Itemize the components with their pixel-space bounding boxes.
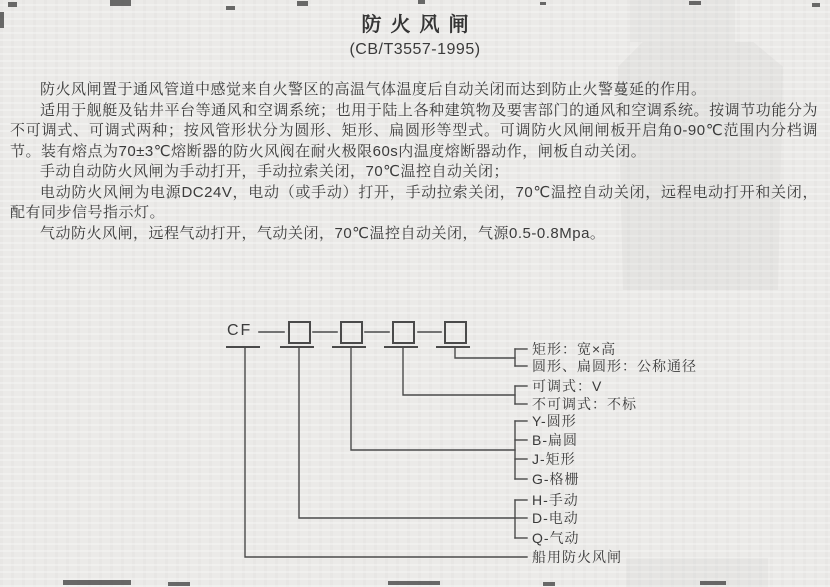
diagram-label-rect-size: 矩形：宽×高 (532, 341, 617, 357)
standard-number: (CB/T3557-1995) (349, 41, 481, 58)
diagram-label-shape-oval: B-扁圆 (532, 432, 578, 448)
diagram-label-electric: D-电动 (532, 510, 579, 526)
diagram-label-adjustable: 可调式：V (532, 378, 603, 394)
diagram-label-marine-fire-damper: 船用防火风闸 (532, 549, 622, 565)
model-prefix: CF (227, 322, 253, 339)
diagram-label-pneumatic: Q-气动 (532, 530, 580, 546)
diagram-label-manual: H-手动 (532, 492, 579, 508)
diagram-label-shape-grille: G-格栅 (532, 471, 580, 487)
paragraph-pneumatic-type: 气动防火风闸，远程气动打开，气动关闭，70℃温控自动关闭，气源0.5-0.8Mpa。 (40, 224, 606, 242)
paragraph-application: 适用于舰艇及钻井平台等通风和空调系统；也用于陆上各种建筑物及要害部门的通风和空调系统。按调节功能分为不可调式、可调式两种；按风管形状分为圆形、矩形、扁圆形等型式。可调防火风闸闸板开启角0-90℃范围内分档调节。装有熔点为70±3℃熔断器的防火风阀在耐火极限60s内温度熔断器动作，闸板自动关闭。 (10, 101, 818, 160)
diagram-label-round-size: 圆形、扁圆形：公称通径 (532, 358, 697, 374)
model-code-box-adjustability (392, 321, 415, 344)
paragraph-electric-type: 电动防火风闸为电源DC24V，电动（或手动）打开，手动拉索关闭，70℃温控自动关闭，远程电动打开和关闭，配有同步信号指示灯。 (10, 183, 818, 221)
diagram-label-shape-rect: J-矩形 (532, 451, 576, 467)
diagram-label-non-adjustable: 不可调式：不标 (532, 396, 637, 412)
model-code-box-size (444, 321, 467, 344)
model-code-box-shape (340, 321, 363, 344)
model-code-box-actuation (288, 321, 311, 344)
diagram-label-shape-round: Y-圆形 (532, 413, 577, 429)
paragraph-manual-type: 手动自动防火风闸为手动打开，手动拉索关闭，70℃温控自动关闭； (40, 163, 510, 180)
page-title: 防火风闸 (361, 14, 478, 36)
paragraph-overview: 防火风闸置于通风管道中感觉来自火警区的高温气体温度后自动关闭而达到防止火警蔓延的作用。 (40, 81, 707, 98)
